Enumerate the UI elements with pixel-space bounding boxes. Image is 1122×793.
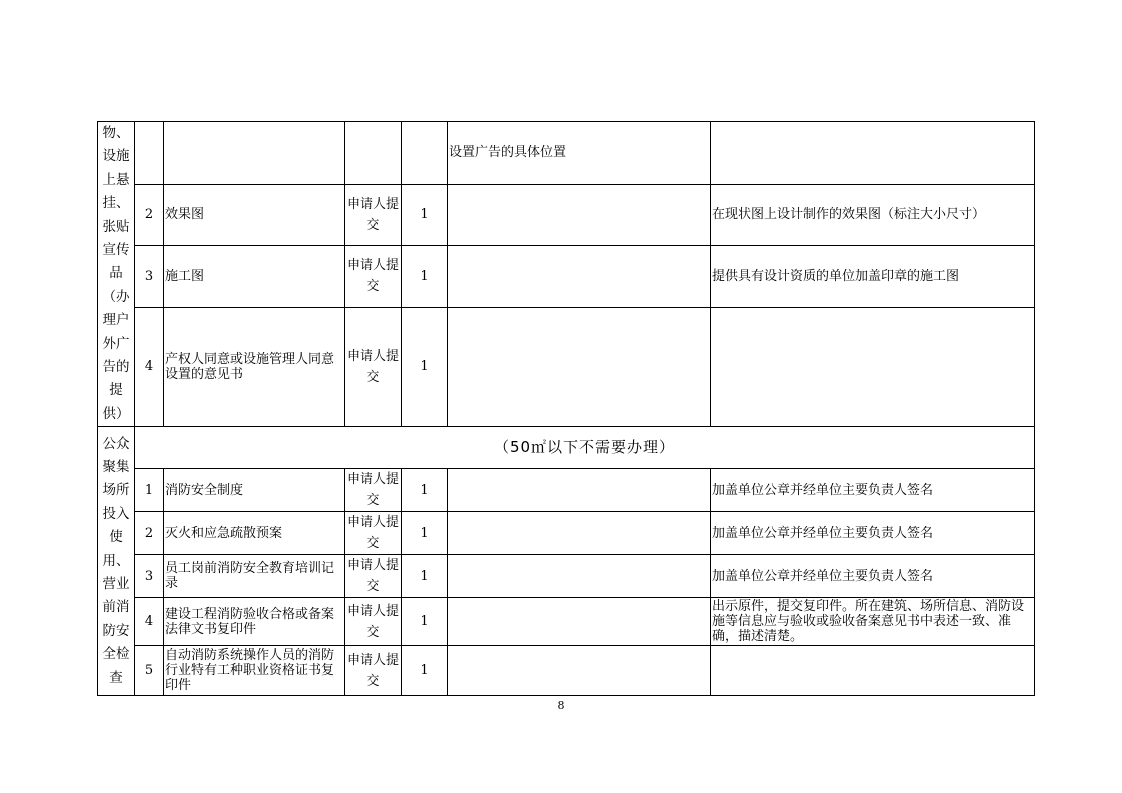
category-text: 用、 <box>102 552 130 569</box>
material-name <box>164 122 345 185</box>
material-source: 申请人提交 <box>345 307 402 427</box>
copy-count: 1 <box>402 184 448 245</box>
material-source <box>345 122 402 185</box>
category-text: 告的 <box>102 359 130 376</box>
material-name: 灭火和应急疏散预案 <box>164 512 345 555</box>
table-row <box>98 646 1035 696</box>
table-row <box>98 598 1035 646</box>
description-text: 出示原件，提交复印件。所在建筑、场所信息、消防设施等信息应与验收或验收备案意见书中表述一致、准确，描述清楚。 <box>711 598 1035 646</box>
category-text: 宣传 <box>102 242 130 259</box>
copy-count: 1 <box>402 469 448 512</box>
requirement-text <box>448 512 711 555</box>
table-row <box>98 427 1035 469</box>
description-text <box>711 646 1035 696</box>
category-text: 使 <box>109 529 123 546</box>
material-name: 自动消防系统操作人员的消防行业特有工种职业资格证书复印件 <box>164 646 345 696</box>
category-text: 设施 <box>102 148 130 165</box>
table-row <box>98 307 1035 427</box>
category-text: 聚集 <box>102 458 130 475</box>
table-row <box>98 512 1035 555</box>
description-text: 提供具有设计资质的单位加盖印章的施工图 <box>711 246 1035 307</box>
copy-count: 1 <box>402 512 448 555</box>
category-text: 全检 <box>102 646 130 663</box>
category-cell-outdoor-ad <box>98 122 135 427</box>
category-text: 供） <box>102 405 130 422</box>
category-text: 提 <box>109 382 123 399</box>
copy-count: 1 <box>402 598 448 646</box>
requirement-text <box>448 184 711 245</box>
category-text: 营业 <box>102 575 130 592</box>
category-text: 公众 <box>102 435 130 452</box>
copy-count: 1 <box>402 307 448 427</box>
table-row <box>98 469 1035 512</box>
table-row <box>98 122 1035 185</box>
copy-count: 1 <box>402 246 448 307</box>
copy-count: 1 <box>402 555 448 598</box>
material-name: 施工图 <box>164 246 345 307</box>
table-row <box>98 246 1035 307</box>
category-text: 品 <box>109 265 123 282</box>
material-source: 申请人提交 <box>345 598 402 646</box>
category-cell-fire-safety <box>98 427 135 696</box>
table-row <box>98 555 1035 598</box>
category-text: 上悬 <box>102 171 130 188</box>
material-name: 产权人同意或设施管理人同意设置的意见书 <box>164 307 345 427</box>
category-text: （办 <box>102 288 130 305</box>
description-text <box>711 122 1035 185</box>
description-text: 加盖单位公章并经单位主要负责人签名 <box>711 555 1035 598</box>
category-text: 张贴 <box>102 218 130 235</box>
category-text: 防安 <box>102 622 130 639</box>
category-text: 查 <box>109 669 123 686</box>
description-text: 加盖单位公章并经单位主要负责人签名 <box>711 469 1035 512</box>
material-name: 效果图 <box>164 184 345 245</box>
material-name: 员工岗前消防安全教育培训记录 <box>164 555 345 598</box>
row-number: 2 <box>135 184 164 245</box>
material-source: 申请人提交 <box>345 184 402 245</box>
category-text: 挂、 <box>102 195 130 212</box>
requirement-text <box>448 646 711 696</box>
requirement-text <box>448 307 711 427</box>
table-row <box>98 184 1035 245</box>
material-source: 申请人提交 <box>345 246 402 307</box>
description-text: 加盖单位公章并经单位主要负责人签名 <box>711 512 1035 555</box>
category-text: 理户 <box>102 312 130 329</box>
material-name: 建设工程消防验收合格或备案法律文书复印件 <box>164 598 345 646</box>
category-text: 投入 <box>102 505 130 522</box>
notice-row: （50㎡以下不需要办理） <box>135 427 1035 469</box>
copy-count: 1 <box>402 646 448 696</box>
description-text <box>711 307 1035 427</box>
material-source: 申请人提交 <box>345 512 402 555</box>
page-number: 8 <box>557 699 565 712</box>
row-number <box>135 122 164 185</box>
row-number: 4 <box>135 307 164 427</box>
category-text: 物、 <box>102 125 130 141</box>
copy-count <box>402 122 448 185</box>
category-text: 前消 <box>102 599 130 616</box>
row-number: 1 <box>135 469 164 512</box>
row-number: 3 <box>135 246 164 307</box>
row-number: 5 <box>135 646 164 696</box>
category-text: 外广 <box>102 335 130 352</box>
row-number: 4 <box>135 598 164 646</box>
requirement-text: 设置广告的具体位置 <box>448 122 711 185</box>
category-text: 场所 <box>102 482 130 499</box>
requirements-table <box>97 121 1035 696</box>
row-number: 3 <box>135 555 164 598</box>
material-source: 申请人提交 <box>345 469 402 512</box>
description-text: 在现状图上设计制作的效果图（标注大小尺寸） <box>711 184 1035 245</box>
requirement-text <box>448 246 711 307</box>
material-name: 消防安全制度 <box>164 469 345 512</box>
material-source: 申请人提交 <box>345 646 402 696</box>
requirement-text <box>448 469 711 512</box>
row-number: 2 <box>135 512 164 555</box>
material-source: 申请人提交 <box>345 555 402 598</box>
requirement-text <box>448 555 711 598</box>
requirement-text <box>448 598 711 646</box>
